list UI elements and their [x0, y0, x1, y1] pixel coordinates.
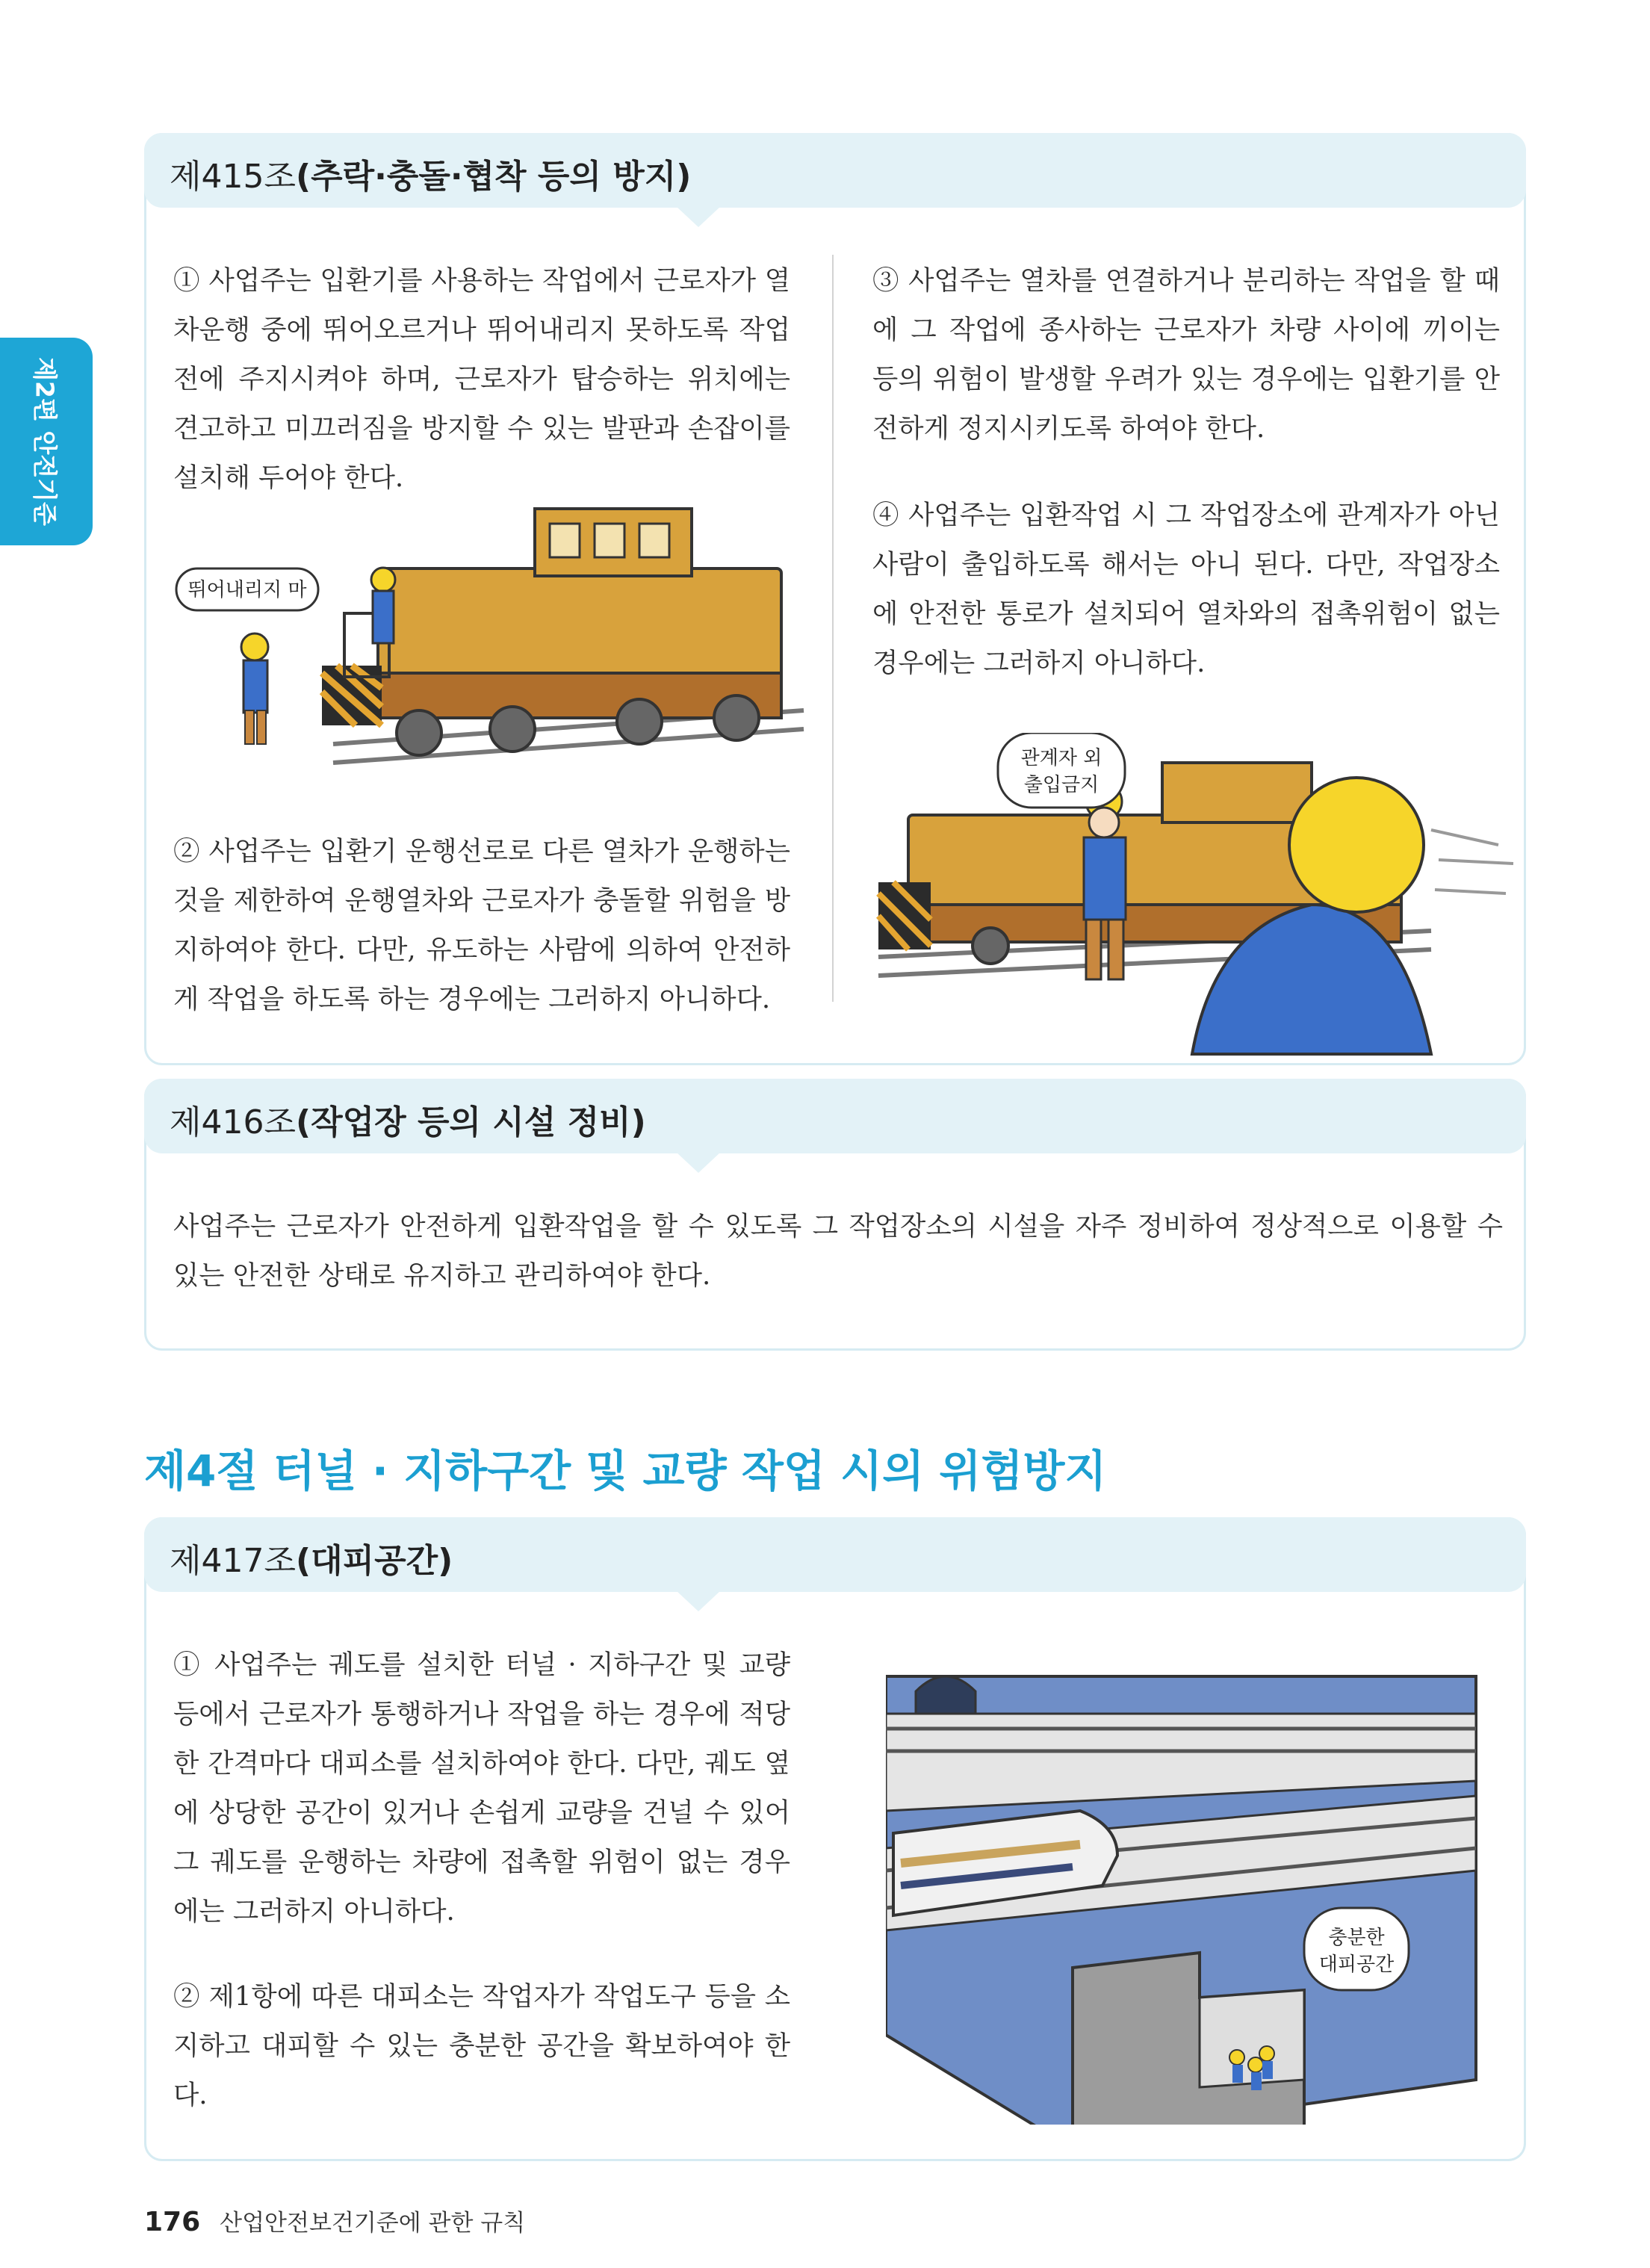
article-heading: (추락·충돌·협착 등의 방지)	[296, 158, 692, 196]
article-415-paragraph-2: ② 사업주는 입환기 운행선로로 다른 열차가 운행하는 것을 제한하여 운행열차와 근로자가 충돌할 위험을 방지하여야 한다. 다만, 유도하는 사람에 의하여 안전하게 작업을 하도록 하는 경우에는 그러하지 아니하다.	[173, 836, 790, 1014]
article-415-paragraph-4: ④ 사업주는 입환작업 시 그 작업장소에 관계자가 아닌 사람이 출입하도록 해서는 아니 된다. 다만, 작업장소에 안전한 통로가 설치되어 열차와의 접촉위험이 없는 경우에는 그러하지 아니하다.	[872, 500, 1500, 678]
article-415-title	[170, 149, 691, 197]
bubble-no-entry-line1: 관계자 외	[1020, 747, 1102, 769]
bubble-no-entry-line2: 출입금지	[1023, 774, 1100, 796]
locomotive-illustration-1	[161, 486, 819, 785]
side-tab-part-2	[0, 338, 93, 545]
article-415-paragraph-3: ③ 사업주는 열차를 연결하거나 분리하는 작업을 할 때에 그 작업에 종사하는 근로자가 차량 사이에 끼이는 등의 위험이 발생할 우려가 있는 경우에는 입환기를 안전하게 정지시키도록 하여야 한다.	[872, 265, 1500, 444]
article-417-paragraph-1: ① 사업주는 궤도를 설치한 터널 · 지하구간 및 교량 등에서 근로자가 통행하거나 작업을 하는 경우에 적당한 간격마다 대피소를 설치하여야 한다. 다만, 궤도 옆에 상당한 공간이 있거나 손쉽게 교량을 건널 수 있어 그 궤도를 운행하는 차량에 접촉할 위험이 없는 경우에는 그러하지 아니하다.	[173, 1649, 790, 1927]
article-415-paragraph-1: ① 사업주는 입환기를 사용하는 작업에서 근로자가 열차운행 중에 뛰어오르거나 뛰어내리지 못하도록 작업 전에 주지시켜야 하며, 근로자가 탑승하는 위치에는 견고하고 미끄러짐을 방지할 수 있는 발판과 손잡이를 설치해 두어야 한다.	[173, 265, 790, 493]
article-417-paragraph-2: ② 제1항에 따른 대피소는 작업자가 작업도구 등을 소지하고 대피할 수 있는 충분한 공간을 확보하여야 한다.	[173, 1981, 790, 2110]
header-pointer	[676, 206, 721, 227]
article-416-header	[144, 1079, 1526, 1153]
article-417-title	[170, 1534, 453, 1581]
article-416-paragraph-1: 사업주는 근로자가 안전하게 입환작업을 할 수 있도록 그 작업장소의 시설을 자주 정비하여 정상적으로 이용할 수 있는 안전한 상태로 유지하고 관리하여야 한다.	[173, 1211, 1503, 1291]
article-number: 제416조	[170, 1103, 296, 1141]
article-number: 제415조	[170, 158, 296, 196]
tunnel-refuge-illustration	[886, 1661, 1483, 2125]
locomotive-illustration-2	[863, 733, 1521, 1062]
column-divider	[832, 255, 834, 1002]
page-footer	[144, 2204, 525, 2237]
article-417-header	[144, 1517, 1526, 1592]
side-tab-label: 제2편 안전기준	[30, 357, 60, 526]
page-number: 176	[144, 2207, 201, 2237]
article-heading: (작업장 등의 시설 정비)	[296, 1103, 646, 1141]
section-4-heading: 제4절 터널 · 지하구간 및 교량 작업 시의 위험방지	[144, 1446, 1107, 1496]
book-title: 산업안전보건기준에 관한 규칙	[220, 2210, 526, 2237]
article-416-title	[170, 1095, 646, 1143]
header-pointer	[676, 1590, 721, 1611]
bubble-refuge-line2: 대피공간	[1318, 1953, 1395, 1976]
article-417-card	[144, 1517, 1526, 2161]
article-416-card	[144, 1079, 1526, 1351]
article-number: 제417조	[170, 1542, 296, 1580]
bubble-dont-jump-text: 뛰어내리지 마	[187, 579, 307, 601]
article-415-header	[144, 133, 1526, 208]
article-415-card	[144, 133, 1526, 1065]
header-pointer	[676, 1152, 721, 1173]
bubble-refuge-line1: 충분한	[1328, 1927, 1385, 1949]
article-heading: (대피공간)	[296, 1542, 453, 1580]
